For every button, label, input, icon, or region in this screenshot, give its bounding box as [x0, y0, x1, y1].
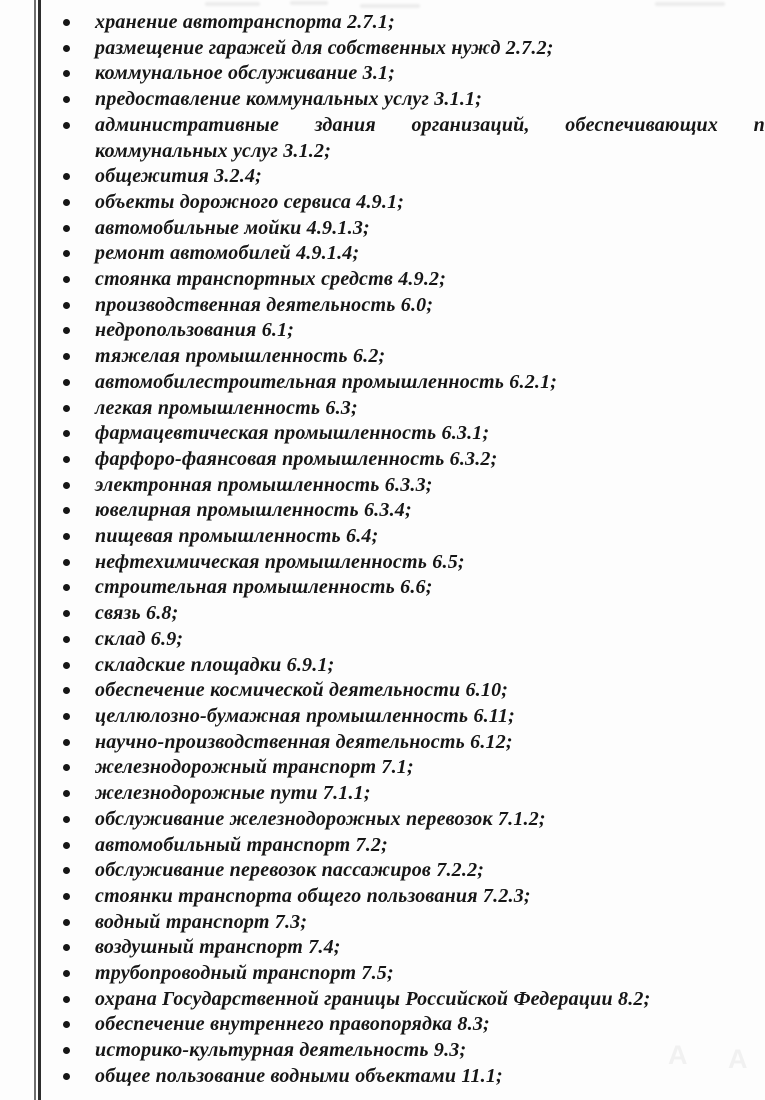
bullet-icon — [63, 173, 70, 180]
list-item — [0, 575, 765, 601]
bullet-icon — [63, 944, 70, 951]
bullet-icon — [63, 379, 70, 386]
list-item — [0, 910, 765, 936]
bullet-icon — [63, 456, 70, 463]
list-item-label: железнодорожный транспорт 7.1; — [95, 756, 414, 779]
list-item-label: размещение гаражей для собственных нужд 2.7.2; — [95, 36, 554, 59]
list-item — [0, 627, 765, 653]
bullet-icon — [63, 482, 70, 489]
bullet-icon — [63, 19, 70, 26]
scan-artifact — [655, 2, 725, 6]
list-item — [0, 113, 765, 164]
list-item — [0, 1012, 765, 1038]
bullet-icon — [63, 636, 70, 643]
bullet-icon — [63, 353, 70, 360]
list-item — [0, 935, 765, 961]
bullet-icon — [63, 507, 70, 514]
list-item-label: автомобилестроительная промышленность 6.2.1; — [95, 370, 558, 393]
list-item-label: фармацевтическая промышленность 6.3.1; — [95, 422, 490, 445]
bullet-icon — [63, 790, 70, 797]
scan-artifact — [290, 1, 328, 5]
list-item-word: п — [753, 113, 765, 136]
list-item-label: коммунальное обслуживание 3.1; — [95, 62, 396, 85]
list-item-label: хранение автотранспорта 2.7.1; — [95, 11, 395, 33]
scan-artifact — [205, 2, 260, 6]
bullet-icon — [63, 533, 70, 540]
bullet-icon — [63, 996, 70, 1003]
bullet-icon — [63, 816, 70, 823]
list-item — [0, 190, 765, 216]
list-item-word: обеспечивающих — [565, 113, 719, 136]
list-item-continuation: коммунальных услуг 3.1.2; — [95, 139, 332, 162]
justified-line — [95, 113, 765, 139]
list-item — [0, 833, 765, 859]
list-item-label: трубопроводный транспорт 7.5; — [95, 962, 394, 985]
list-item-label: объекты дорожного сервиса 4.9.1; — [95, 190, 405, 213]
bullet-icon — [63, 1073, 70, 1080]
list-item — [0, 164, 765, 190]
bullet-icon — [63, 764, 70, 771]
list-item — [0, 781, 765, 807]
list-item — [0, 987, 765, 1013]
list-item-label: ювелирная промышленность 6.3.4; — [95, 499, 412, 522]
list-item-label: общее пользование водными объектами 11.1; — [95, 1064, 503, 1087]
bullet-icon — [63, 405, 70, 412]
list-item — [0, 653, 765, 679]
list-item-word: организаций, — [411, 113, 530, 136]
list-item-label: складские площадки 6.9.1; — [95, 653, 335, 676]
bullet-icon — [63, 687, 70, 694]
list-item-label: тяжелая промышленность 6.2; — [95, 345, 386, 368]
list-item — [0, 61, 765, 87]
list-item-label: ремонт автомобилей 4.9.1.4; — [95, 242, 360, 265]
bullet-icon — [63, 559, 70, 566]
list-item — [0, 421, 765, 447]
list-item — [0, 344, 765, 370]
list-item — [0, 396, 765, 422]
list-item — [0, 858, 765, 884]
bullet-icon — [63, 842, 70, 849]
list-item-label: электронная промышленность 6.3.3; — [95, 473, 433, 496]
list-item-label: стоянка транспортных средств 4.9.2; — [95, 268, 447, 291]
list-item-label: пищевая промышленность 6.4; — [95, 525, 379, 548]
list-item — [0, 473, 765, 499]
list-item-label: склад 6.9; — [95, 627, 184, 650]
list-item — [0, 267, 765, 293]
list-item-label: недропользования 6.1; — [95, 319, 295, 342]
list-item-label: историко-культурная деятельность 9.3; — [95, 1039, 467, 1062]
list-item-label: научно-производственная деятельность 6.12; — [95, 730, 513, 753]
bullet-icon — [63, 45, 70, 52]
bullet-icon — [63, 430, 70, 437]
list-item-label: железнодорожные пути 7.1.1; — [95, 782, 371, 805]
list-item-label: связь 6.8; — [95, 602, 179, 625]
bullet-icon — [63, 122, 70, 129]
list-item — [0, 884, 765, 910]
bullet-icon — [63, 96, 70, 103]
list-item — [0, 370, 765, 396]
bullet-icon — [63, 610, 70, 617]
list-item — [0, 704, 765, 730]
permitted-use-list — [0, 10, 765, 1090]
bullet-icon — [63, 867, 70, 874]
list-item-label: обслуживание перевозок пассажиров 7.2.2; — [95, 859, 485, 882]
list-item-label: охрана Государственной границы Российской Федерации 8.2; — [95, 987, 651, 1010]
bullet-icon — [63, 199, 70, 206]
list-item-label: строительная промышленность 6.6; — [95, 576, 433, 599]
bullet-icon — [63, 302, 70, 309]
list-item-label: автомобильный транспорт 7.2; — [95, 833, 388, 856]
list-item — [0, 498, 765, 524]
list-item — [0, 601, 765, 627]
list-item-label: фарфоро-фаянсовая промышленность 6.3.2; — [95, 447, 498, 470]
list-item — [0, 807, 765, 833]
list-item — [0, 318, 765, 344]
list-item — [0, 678, 765, 704]
list-item-label: обеспечение внутреннего правопорядка 8.3; — [95, 1013, 490, 1036]
bullet-icon — [63, 713, 70, 720]
watermark-letter: A — [668, 1040, 688, 1070]
list-item — [0, 1064, 765, 1090]
list-item — [0, 216, 765, 242]
bullet-icon — [63, 919, 70, 926]
list-item — [0, 1038, 765, 1064]
scan-artifact — [360, 4, 420, 8]
list-item — [0, 550, 765, 576]
list-item-word: административные — [95, 113, 280, 136]
list-item-label: обеспечение космической деятельности 6.10; — [95, 679, 509, 702]
list-item-label: воздушный транспорт 7.4; — [95, 936, 341, 959]
list-item — [0, 961, 765, 987]
bullet-icon — [63, 1021, 70, 1028]
list-item-word: здания — [314, 113, 376, 136]
bullet-icon — [63, 250, 70, 257]
bullet-icon — [63, 584, 70, 591]
bullet-icon — [63, 1047, 70, 1054]
list-item-label: целлюлозно-бумажная промышленность 6.11; — [95, 704, 516, 727]
list-item-label: водный транспорт 7.3; — [95, 910, 308, 933]
list-item — [0, 10, 765, 36]
bullet-icon — [63, 739, 70, 746]
bullet-icon — [63, 276, 70, 283]
bullet-icon — [63, 893, 70, 900]
bullet-icon — [63, 327, 70, 334]
list-item — [0, 524, 765, 550]
watermark-letter: A — [728, 1044, 748, 1074]
list-item-label: стоянки транспорта общего пользования 7.2.3; — [95, 884, 531, 907]
list-item — [0, 36, 765, 62]
list-item — [0, 755, 765, 781]
list-item-label: производственная деятельность 6.0; — [95, 293, 434, 316]
list-item-label: легкая промышленность 6.3; — [95, 396, 358, 419]
list-item — [0, 87, 765, 113]
list-item-label: нефтехимическая промышленность 6.5; — [95, 550, 465, 573]
list-item-label: общежития 3.2.4; — [95, 165, 263, 188]
bullet-icon — [63, 970, 70, 977]
list-item — [0, 730, 765, 756]
list-item — [0, 241, 765, 267]
list-item — [0, 447, 765, 473]
bullet-icon — [63, 662, 70, 669]
list-item-label: обслуживание железнодорожных перевозок 7.1.2; — [95, 807, 546, 830]
list-item-label: автомобильные мойки 4.9.1.3; — [95, 216, 370, 239]
list-item-label: предоставление коммунальных услуг 3.1.1; — [95, 88, 483, 111]
bullet-icon — [63, 70, 70, 77]
list-item — [0, 293, 765, 319]
bullet-icon — [63, 225, 70, 232]
